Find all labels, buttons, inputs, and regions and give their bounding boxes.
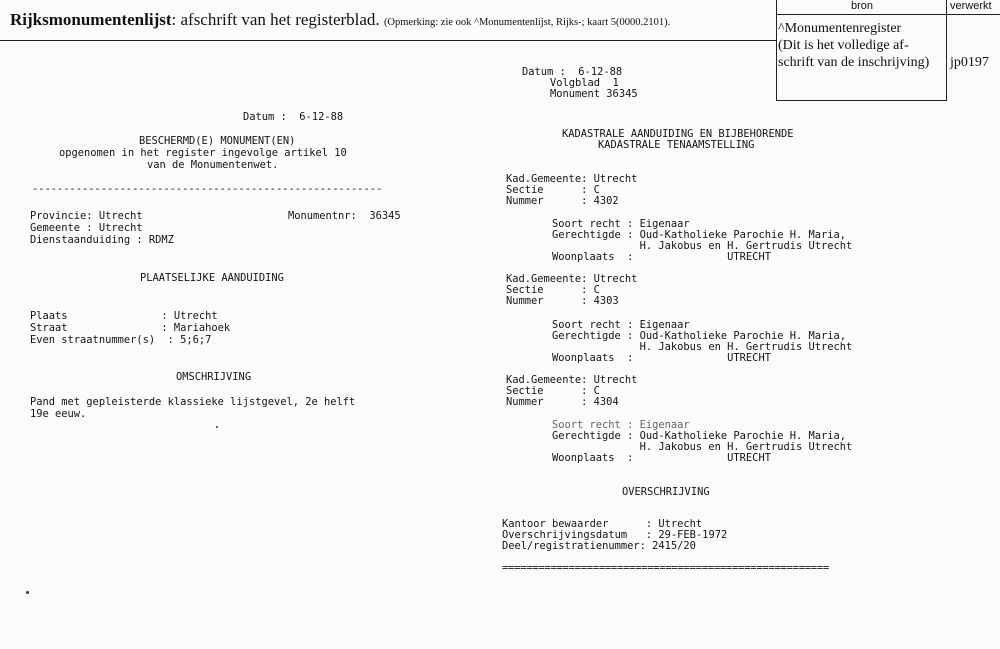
left-heading-3: van de Monumentenwet. bbox=[147, 159, 279, 171]
gemeente: Gemeente : Utrecht bbox=[30, 222, 143, 234]
overschrijvingsdatum: Overschrijvingsdatum : 29-FEB-1972 bbox=[502, 529, 728, 541]
header-rule bbox=[0, 40, 776, 41]
bron-column bbox=[776, 0, 947, 101]
left-dashes: -------------------------------------------------------- bbox=[32, 183, 383, 195]
bron-line: (Dit is het volledige af- bbox=[778, 38, 909, 53]
kadastrale-heading-1: KADASTRALE AANDUIDING EN BIJBEHORENDE bbox=[562, 128, 794, 140]
parcel-sectie: Sectie : C bbox=[506, 385, 600, 397]
plaatselijke-heading: PLAATSELIJKE AANDUIDING bbox=[140, 272, 284, 284]
right-equals-rule: ====================================================== bbox=[502, 562, 830, 574]
overschrijving-heading: OVERSCHRIJVING bbox=[622, 486, 710, 498]
kadastrale-heading-2: KADASTRALE TENAAMSTELLING bbox=[598, 139, 755, 151]
monumentnr: Monumentnr: 36345 bbox=[288, 210, 401, 222]
straat: Straat : Mariahoek bbox=[30, 322, 231, 334]
parcel-sectie: Sectie : C bbox=[506, 184, 600, 196]
parcel-nummer: Nummer : 4302 bbox=[506, 195, 619, 207]
parcel-gerechtigde-cont: H. Jakobus en H. Gertrudis Utrecht bbox=[552, 441, 853, 453]
parcel-woonplaats: Woonplaats : UTRECHT bbox=[552, 352, 771, 364]
parcel-woonplaats: Woonplaats : UTRECHT bbox=[552, 251, 771, 263]
parcel-woonplaats: Woonplaats : UTRECHT bbox=[552, 452, 771, 464]
bron-header: bron bbox=[777, 0, 947, 15]
left-heading-2: opgenomen in het register ingevolge artikel 10 bbox=[59, 147, 347, 159]
meta-table bbox=[776, 0, 1000, 100]
title-rest: : afschrift van het registerblad. bbox=[171, 10, 380, 29]
parcel-gemeente: Kad.Gemeente: Utrecht bbox=[506, 173, 638, 185]
verwerkt-column bbox=[946, 0, 1000, 100]
description-line: 19e eeuw. bbox=[30, 408, 87, 420]
parcel-gerechtigde: Gerechtigde : Oud-Katholieke Parochie H. Maria, bbox=[552, 430, 847, 442]
parcel-gerechtigde: Gerechtigde : Oud-Katholieke Parochie H. Maria, bbox=[552, 330, 847, 342]
plaats: Plaats : Utrecht bbox=[30, 310, 218, 322]
parcel-gemeente: Kad.Gemeente: Utrecht bbox=[506, 374, 638, 386]
verwerkt-value: jp0197 bbox=[950, 55, 989, 70]
omschrijving-heading: OMSCHRIJVING bbox=[176, 371, 252, 383]
parcel-gerechtigde-cont: H. Jakobus en H. Gertrudis Utrecht bbox=[552, 341, 853, 353]
deel-registratienummer: Deel/registratienummer: 2415/20 bbox=[502, 540, 696, 552]
parcel-sectie: Sectie : C bbox=[506, 284, 600, 296]
even-straatnummers: Even straatnummer(s) : 5;6;7 bbox=[30, 334, 212, 346]
parcel-soort-recht: Soort recht : Eigenaar bbox=[552, 218, 690, 230]
right-datum: Datum : 6-12-88 bbox=[522, 66, 623, 78]
parcel-nummer: Nummer : 4304 bbox=[506, 396, 619, 408]
parcel-gemeente: Kad.Gemeente: Utrecht bbox=[506, 273, 638, 285]
scan-speck bbox=[26, 591, 29, 594]
scan-speck bbox=[216, 426, 218, 428]
title-note: (Opmerking: zie ook ^Monumentenlijst, Rijks-; kaart 5(0000.2101). bbox=[383, 17, 671, 28]
bron-content bbox=[778, 20, 946, 71]
parcel-soort-recht: Soort recht : Eigenaar bbox=[552, 319, 690, 331]
dienstaanduiding: Dienstaanduiding : RDMZ bbox=[30, 234, 174, 246]
bron-line: ^Monumentenregister bbox=[778, 21, 902, 36]
verwerkt-header: verwerkt bbox=[947, 0, 1000, 15]
parcel-nummer: Nummer : 4303 bbox=[506, 295, 619, 307]
kantoor-bewaarder: Kantoor bewaarder : Utrecht bbox=[502, 518, 703, 530]
document-title bbox=[10, 10, 670, 30]
left-heading-1: BESCHERMD(E) MONUMENT(EN) bbox=[139, 135, 296, 147]
monument-number: Monument 36345 bbox=[550, 88, 638, 100]
bron-line: schrift van de inschrijving) bbox=[778, 55, 930, 70]
title-bold: Rijksmonumentenlijst bbox=[10, 10, 172, 29]
parcel-gerechtigde-cont: H. Jakobus en H. Gertrudis Utrecht bbox=[552, 240, 853, 252]
parcel-soort-recht: Soort recht : Eigenaar bbox=[552, 419, 690, 431]
provincie: Provincie: Utrecht bbox=[30, 210, 143, 222]
parcel-gerechtigde: Gerechtigde : Oud-Katholieke Parochie H. Maria, bbox=[552, 229, 847, 241]
volgblad: Volgblad 1 bbox=[550, 77, 619, 89]
description-line: Pand met gepleisterde klassieke lijstgevel, 2e helft bbox=[30, 396, 356, 408]
left-datum: Datum : 6-12-88 bbox=[243, 111, 344, 123]
